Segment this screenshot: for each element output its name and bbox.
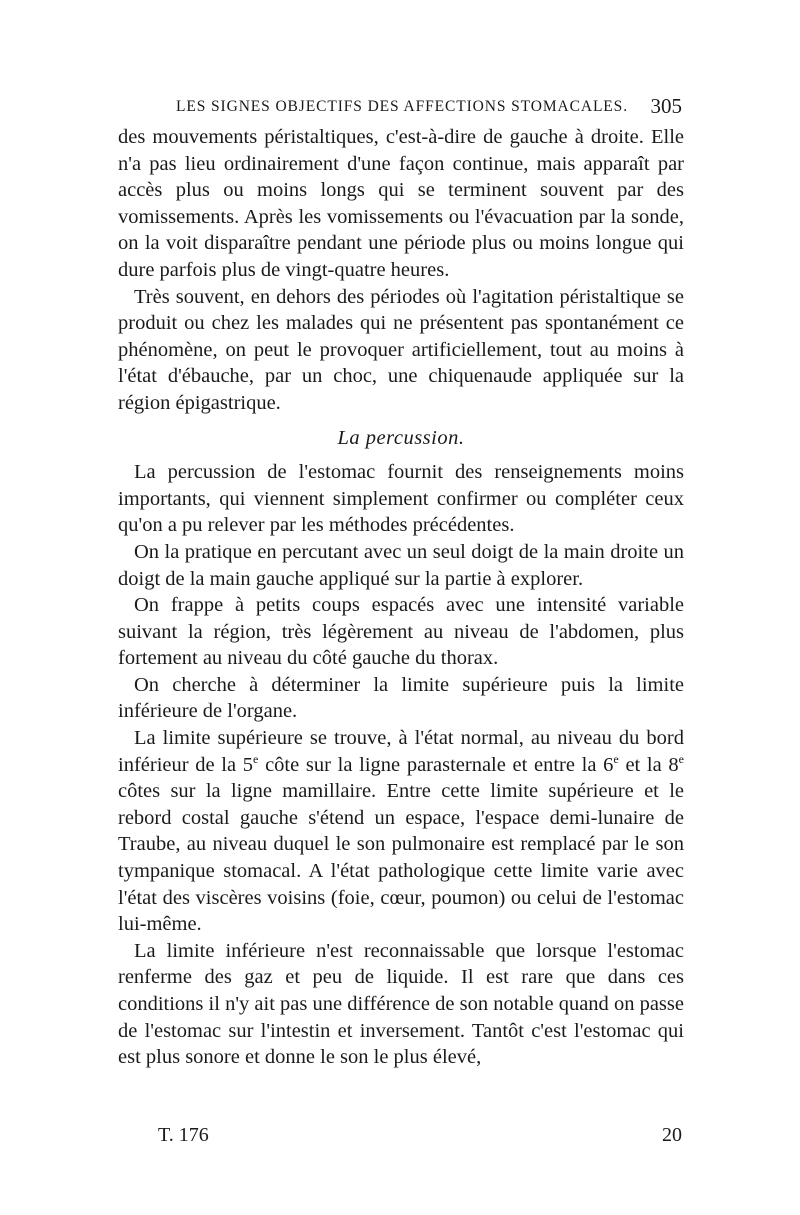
ordinal-superscript: e (253, 751, 259, 766)
body-text (118, 124, 684, 1071)
text-run: et la 8 (618, 753, 679, 776)
paragraph: On frappe à petits coups espacés avec une intensité variable suivant la région, très légèrement au niveau de l'abdomen, plus fortement au niveau du côté gauche du thorax. (118, 594, 684, 670)
section-heading: La percussion. (337, 426, 465, 449)
page-footer (118, 1124, 682, 1154)
running-title: LES SIGNES OBJECTIFS DES AFFECTIONS STOMACALES. (176, 98, 628, 115)
running-head (118, 96, 682, 122)
paragraph: On la pratique en percutant avec un seul doigt de la main droite un doigt de la main gauche appliqué sur la partie à explorer. (118, 540, 684, 590)
text-run: côte sur la ligne parasternale et entre la 6 (258, 753, 614, 776)
ordinal-superscript: e (613, 751, 619, 766)
paragraph: des mouvements péristaltiques, c'est-à-dire de gauche à droite. Elle n'a pas lieu ordinairement d'une façon continue, mais apparaît par accès plus ou moins longs qui se terminent souvent par des vomissements. Après les vomissements ou l'évacuation par la sonde, on la voit disparaître pendant une période plus ou moins longue qui dure parfois plus de vingt-quatre heures. (118, 126, 684, 281)
sheet-number: 20 (662, 1124, 682, 1146)
paragraph: Très souvent, en dehors des périodes où l'agitation péristaltique se produit ou chez les malades qui ne présentent pas spontanément ce phénomène, on peut le provoquer artificiellement, tout au moins à l'état d'ébauche, par un choc, une chiquenaude appliquée sur la région épigastrique. (118, 285, 684, 414)
text-run: côtes sur la ligne mamillaire. Entre cette limite supérieure et le rebord costal gauche s'étend un espace, l'espace demi-lunaire de Traube, au niveau duquel le son pulmonaire est remplacé par le son tympanique stomacal. A l'état pathologique cette limite varie avec l'état des viscères voisins (foie, cœur, poumon) ou celui de l'estomac lui-même. (118, 780, 684, 936)
text-run: La limite supérieure se trouve, à l'état normal, au niveau du bord inférieur de la 5 (118, 727, 684, 776)
paragraph: La percussion de l'estomac fournit des renseignements moins importants, qui viennent simplement confirmer ou compléter ceux qu'on a pu relever par les méthodes précédentes. (118, 461, 684, 537)
ordinal-superscript: e (678, 751, 684, 766)
paragraph: La limite inférieure n'est reconnaissable que lorsque l'estomac renferme des gaz et peu de liquide. Il est rare que dans ces conditions il n'y ait pas une différence de son notable quand on passe de l'estomac sur l'intestin et inversement. Tantôt c'est l'estomac qui est plus sonore et donne le son le plus élevé, (118, 939, 684, 1069)
paragraph: On cherche à déterminer la limite supérieure puis la limite inférieure de l'organe. (118, 673, 684, 723)
printer-signature: T. 176 (158, 1124, 209, 1146)
paragraph-limite-superieure (118, 725, 684, 938)
page-number: 305 (650, 94, 682, 118)
